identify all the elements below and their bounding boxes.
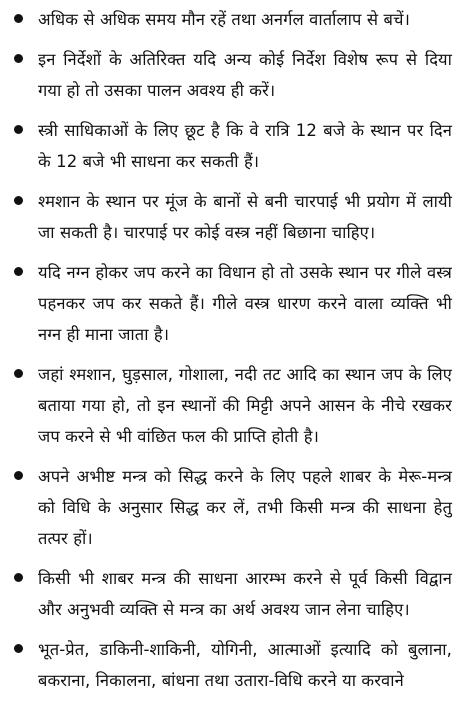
bullet-icon	[14, 471, 23, 480]
list-item-text: अपने अभीष्ट मन्त्र को सिद्ध करने के लिए पहले शाबर के मेरू-मन्त्र को विधि के अनुसार सिद्ध कर लें, तभी किसी मन्त्र की साधना हेतु तत्पर हों।	[38, 467, 452, 548]
bullet-icon	[14, 573, 23, 582]
list-item-text: स्त्री साधिकाओं के लिए छूट है कि वे रात्रि 12 बजे के स्थान पर दिन के 12 बजे भी साधना कर सकती हैं।	[38, 121, 452, 171]
list-item-text: अधिक से अधिक समय मौन रहें तथा अनर्गल वार्तालाप से बचें।	[38, 10, 410, 29]
bullet-icon	[14, 267, 23, 276]
list-item-text: भूत-प्रेत, डाकिनी-शाकिनी, योगिनी, आत्माओं इत्यादि को बुलाना, बकराना, निकालना, बांधना तथा उतारा-विधि करने या करवाने	[38, 640, 452, 690]
bullet-icon	[14, 369, 23, 378]
bullet-icon	[14, 54, 23, 63]
list-item	[12, 115, 452, 177]
list-item	[12, 563, 452, 625]
list-item-text: इन निर्देशों के अतिरिक्त यदि अन्य कोई निर्देश विशेष रूप से दिया गया हो तो उसका पालन अवश्य ही करें।	[38, 50, 452, 100]
list-item-text: यदि नग्न होकर जप करने का विधान हो तो उसके स्थान पर गीले वस्त्र पहनकर जप कर सकते हैं। गीले वस्त्र धारण करने वाला व्यक्ति भी नग्न ही माना जाता है।	[38, 263, 452, 344]
instruction-list	[12, 4, 452, 696]
list-item	[12, 44, 452, 106]
list-item	[12, 359, 452, 452]
list-item	[12, 257, 452, 350]
bullet-icon	[14, 196, 23, 205]
list-item	[12, 634, 452, 696]
list-item	[12, 186, 452, 248]
list-item-text: किसी भी शाबर मन्त्र की साधना आरम्भ करने से पूर्व किसी विद्वान और अनुभवी व्यक्ति से मन्त्र का अर्थ अवश्य जान लेना चाहिए।	[38, 569, 452, 619]
bullet-icon	[14, 644, 23, 653]
bullet-icon	[14, 14, 23, 23]
list-item-text: जहां श्मशान, घुड़साल, गोशाला, नदी तट आदि का स्थान जप के लिए बताया गया हो, तो इन स्थानों की मिट्टी अपने आसन के नीचे रखकर जप करने से भी वांछित फल की प्राप्ति होती है।	[38, 365, 452, 446]
list-item	[12, 461, 452, 554]
list-item	[12, 4, 452, 35]
list-item-text: श्मशान के स्थान पर मूंज के बानों से बनी चारपाई भी प्रयोग में लायी जा सकती है। चारपाई पर कोई वस्त्र नहीं बिछाना चाहिए।	[38, 192, 452, 242]
bullet-icon	[14, 125, 23, 134]
